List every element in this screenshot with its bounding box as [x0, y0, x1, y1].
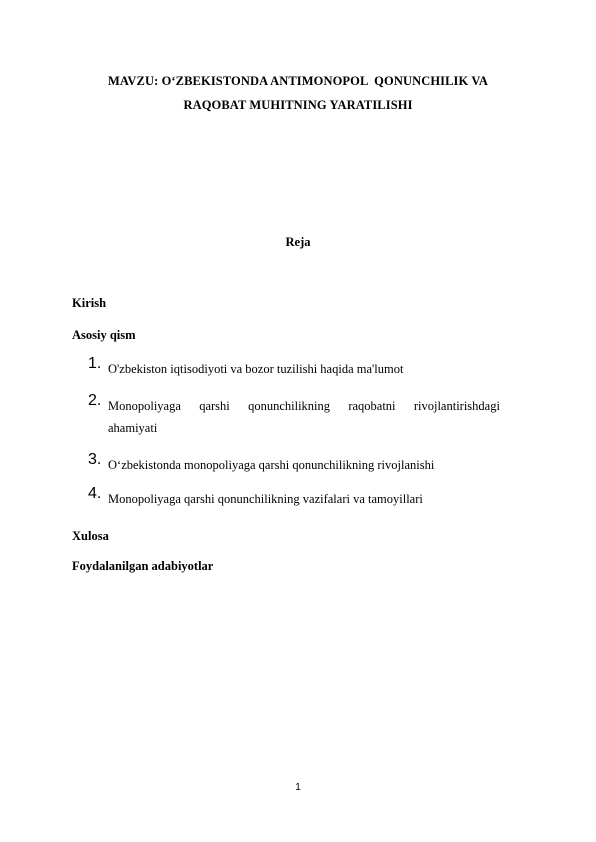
- list-item-number: 3.: [88, 451, 102, 468]
- list-item-number: 2.: [88, 392, 102, 409]
- list-item-number: 4.: [88, 485, 102, 502]
- list-item-text: [108, 395, 500, 439]
- list-item-word: raqobatni: [348, 399, 396, 413]
- list-item-word: qonunchilikning: [248, 399, 331, 413]
- list-item-word: rivojlantirishdagi: [413, 399, 500, 413]
- list-item-word: qarshi: [199, 399, 230, 413]
- section-main-part: Asosiy qism: [72, 328, 136, 342]
- title-line-2: RAQOBAT MUHITNING YARATILISHI: [183, 98, 413, 112]
- section-references: Foydalanilgan adabiyotlar: [72, 559, 214, 573]
- list-item-text-line: [108, 395, 500, 417]
- list-item-text: O‘zbekistonda monopoliyaga qarshi qonunchilikning rivojlanishi: [108, 458, 435, 472]
- list-item-text: O'zbekiston iqtisodiyoti va bozor tuzilishi haqida ma'lumot: [108, 362, 404, 376]
- list-item-text: Monopoliyaga qarshi qonunchilikning vazifalari va tamoyillari: [108, 492, 423, 506]
- section-conclusion: Xulosa: [72, 529, 109, 543]
- list-item-text-continuation: ahamiyati: [108, 421, 158, 435]
- plan-heading: Reja: [285, 235, 311, 249]
- list-item-word: Monopoliyaga: [108, 399, 181, 413]
- section-intro: Kirish: [72, 296, 107, 310]
- page-number: 1: [295, 782, 301, 793]
- title-line-1: MAVZU: O‘ZBEKISTONDA ANTIMONOPOL QONUNCHILIK VA: [108, 74, 488, 88]
- list-item-number: 1.: [88, 355, 102, 372]
